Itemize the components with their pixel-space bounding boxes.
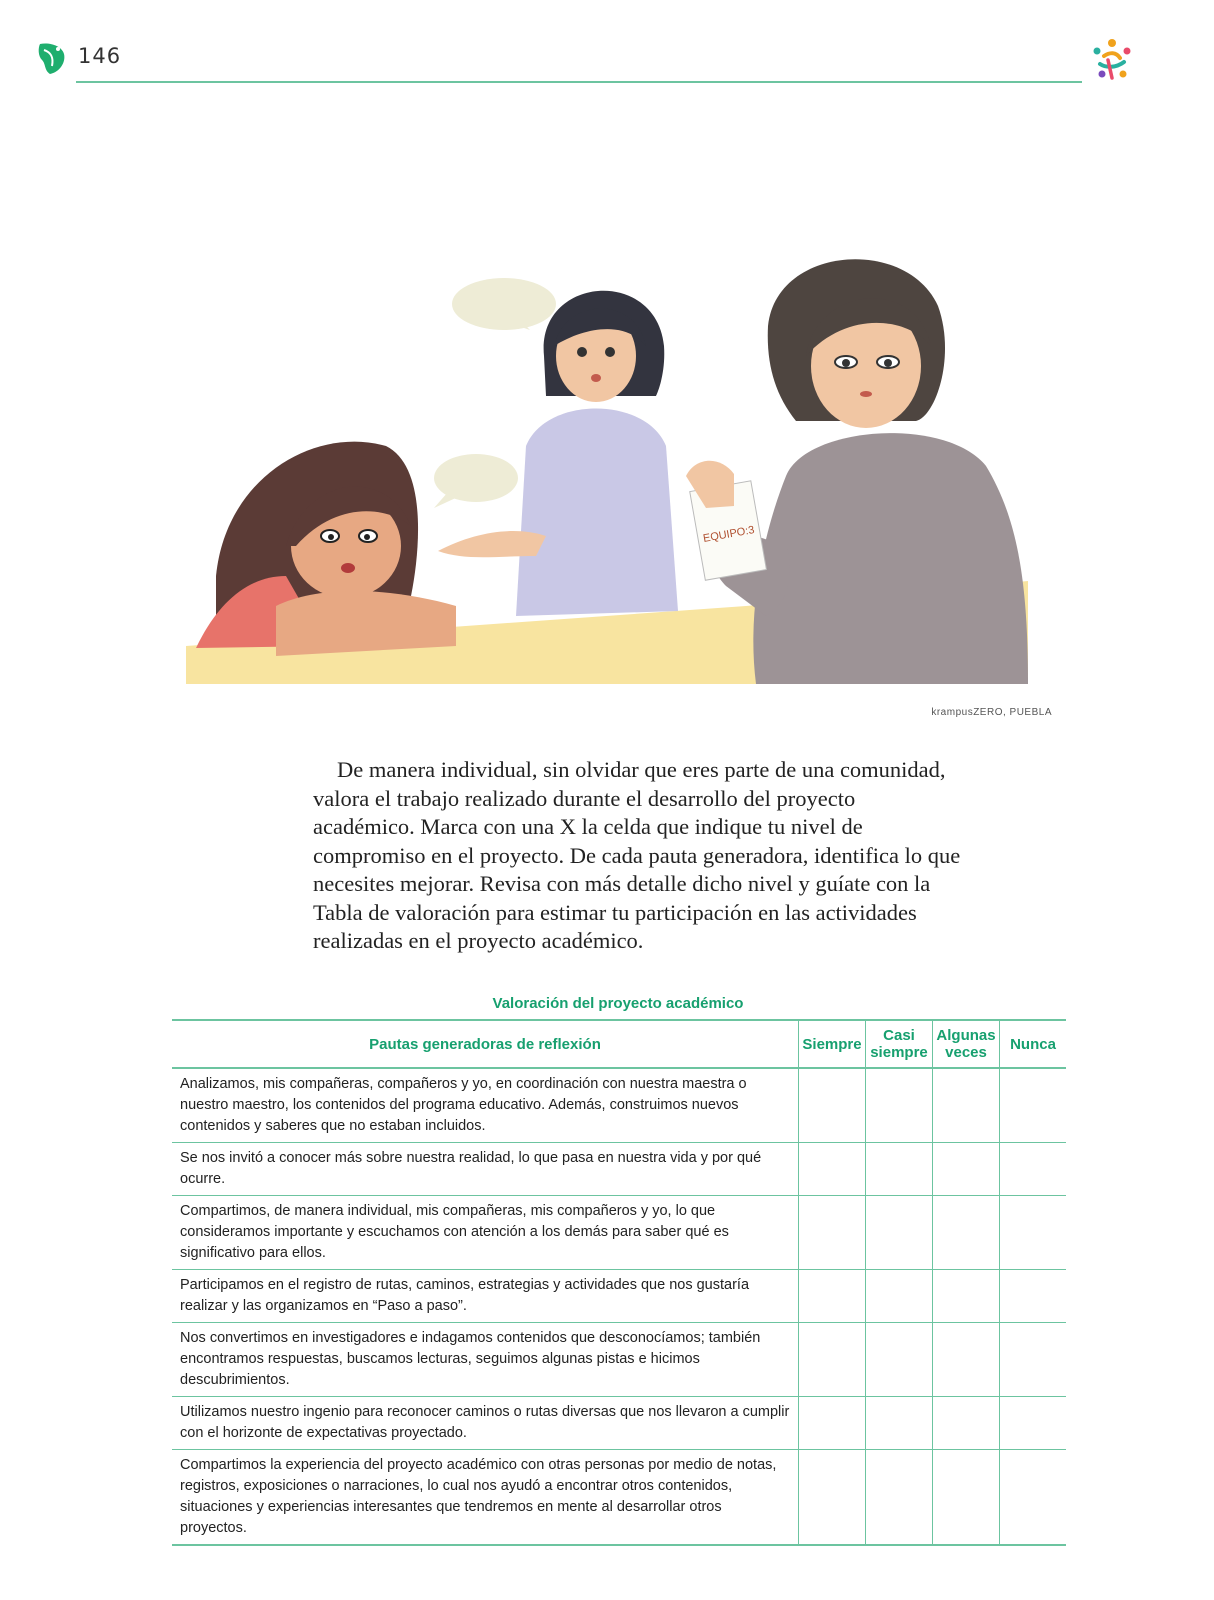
header-algunas-veces: Algunas veces xyxy=(933,1020,1000,1068)
instructions-paragraph: De manera individual, sin olvidar que eres parte de una comunidad, valora el trabajo realizado durante el desarrollo del proyecto académico. Marca con una X la celda que indique tu nivel de compromiso en el proyecto. De cada pauta generadora, identifica lo que necesites mejorar. Revisa con más detalle dicho nivel y guíate con la Tabla de valoración para estimar tu participación en las actividades realizadas en el proyecto académico. xyxy=(313,757,961,953)
cell-casi-siempre[interactable] xyxy=(866,1397,933,1450)
table-row xyxy=(172,1196,1066,1270)
cell-siempre[interactable] xyxy=(799,1196,866,1270)
criterion-text: Compartimos, de manera individual, mis compañeras, mis compañeros y yo, lo que consideramos importante y escuchamos con atención a los demás para saber qué es significativo para ellos. xyxy=(172,1196,799,1270)
team-label: EQUIPO:3 xyxy=(702,524,756,545)
cell-algunas-veces[interactable] xyxy=(933,1068,1000,1143)
criterion-text: Analizamos, mis compañeras, compañeros y yo, en coordinación con nuestra maestra o nuestro maestro, los contenidos del programa educativo. Además, construimos nuevos contenidos y saberes que no estaban incluidos. xyxy=(172,1068,799,1143)
cell-nunca[interactable] xyxy=(1000,1270,1067,1323)
cell-algunas-veces[interactable] xyxy=(933,1143,1000,1196)
header-rule xyxy=(76,81,1082,83)
page-number: 146 xyxy=(78,44,122,68)
cell-algunas-veces[interactable] xyxy=(933,1450,1000,1546)
cell-algunas-veces[interactable] xyxy=(933,1270,1000,1323)
cell-siempre[interactable] xyxy=(799,1450,866,1546)
cell-nunca[interactable] xyxy=(1000,1450,1067,1546)
cell-nunca[interactable] xyxy=(1000,1143,1067,1196)
header-casi-siempre: Casi siempre xyxy=(866,1020,933,1068)
table-title: Valoración del proyecto académico xyxy=(492,995,744,1012)
cell-nunca[interactable] xyxy=(1000,1323,1067,1397)
table-row xyxy=(172,1323,1066,1397)
cell-algunas-veces[interactable] xyxy=(933,1397,1000,1450)
cell-casi-siempre[interactable] xyxy=(866,1068,933,1143)
cell-casi-siempre[interactable] xyxy=(866,1450,933,1546)
cell-nunca[interactable] xyxy=(1000,1068,1067,1143)
criterion-text: Se nos invitó a conocer más sobre nuestra realidad, lo que pasa en nuestra vida y por qué ocurre. xyxy=(172,1143,799,1196)
cell-nunca[interactable] xyxy=(1000,1397,1067,1450)
table-row xyxy=(172,1270,1066,1323)
cell-siempre[interactable] xyxy=(799,1397,866,1450)
criterion-text: Utilizamos nuestro ingenio para reconocer caminos o rutas diversas que nos llevaron a cumplir con el horizonte de expectativas proyectado. xyxy=(172,1397,799,1450)
cell-algunas-veces[interactable] xyxy=(933,1196,1000,1270)
cell-siempre[interactable] xyxy=(799,1323,866,1397)
header-criteria: Pautas generadoras de reflexión xyxy=(369,1035,601,1053)
cell-casi-siempre[interactable] xyxy=(866,1196,933,1270)
cell-casi-siempre[interactable] xyxy=(866,1270,933,1323)
leaf-bird-icon xyxy=(36,40,68,76)
table-row xyxy=(172,1397,1066,1450)
speech-bubble-top xyxy=(452,278,556,330)
cell-siempre[interactable] xyxy=(799,1143,866,1196)
community-emblem-icon xyxy=(1086,34,1138,86)
illustration-credit: krampusZERO, PUEBLA xyxy=(931,707,1052,718)
criterion-text: Compartimos la experiencia del proyecto académico con otras personas por medio de notas, registros, exposiciones o narraciones, lo cual nos ayudó a encontrar otros contenidos, situaciones y experiencias interesantes que tendremos en mente al desarrollar otros proyectos. xyxy=(172,1450,799,1546)
cell-casi-siempre[interactable] xyxy=(866,1143,933,1196)
table-row xyxy=(172,1068,1066,1143)
cell-siempre[interactable] xyxy=(799,1270,866,1323)
students-illustration xyxy=(186,246,1052,701)
header-nunca: Nunca xyxy=(1000,1020,1067,1068)
criterion-text: Participamos en el registro de rutas, caminos, estrategias y actividades que nos gustaría realizar y las organizamos en “Paso a paso”. xyxy=(172,1270,799,1323)
cell-nunca[interactable] xyxy=(1000,1196,1067,1270)
criterion-text: Nos convertimos en investigadores e indagamos contenidos que desconocíamos; también encontramos respuestas, buscamos lecturas, seguimos algunas pistas e hicimos descubrimientos. xyxy=(172,1323,799,1397)
table-row xyxy=(172,1143,1066,1196)
assessment-table xyxy=(172,1019,1066,1546)
header-siempre: Siempre xyxy=(799,1020,866,1068)
table-row xyxy=(172,1450,1066,1546)
cell-algunas-veces[interactable] xyxy=(933,1323,1000,1397)
cell-siempre[interactable] xyxy=(799,1068,866,1143)
cell-casi-siempre[interactable] xyxy=(866,1323,933,1397)
table-header-row xyxy=(172,1020,1066,1068)
